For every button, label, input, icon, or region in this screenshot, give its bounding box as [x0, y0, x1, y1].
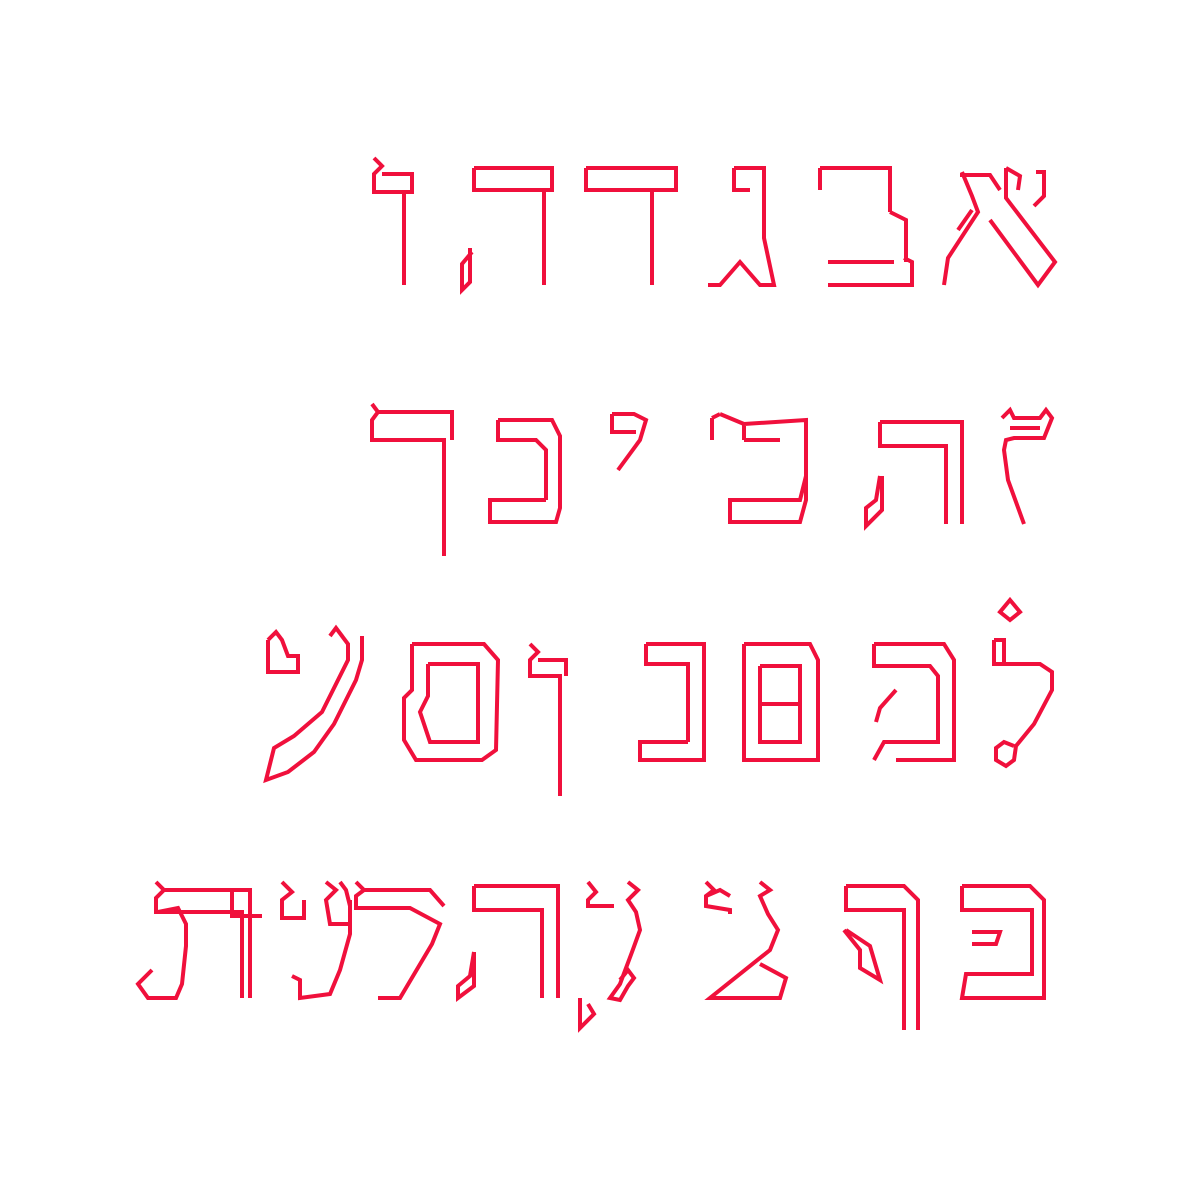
- letter-final-kaf: [370, 351, 456, 556]
- row-2: [370, 351, 1055, 556]
- row-4: [138, 831, 1050, 1030]
- letter-alef: [944, 111, 1107, 298]
- letter-het: [866, 351, 975, 538]
- letter-final-mem: [740, 591, 846, 778]
- letter-tav: [138, 831, 250, 1018]
- letter-tsadi: [700, 831, 795, 1018]
- letter-gimel: [708, 111, 776, 298]
- letter-pe: [950, 831, 1050, 1018]
- letter-dalet: [580, 111, 676, 298]
- row-3: [266, 591, 1091, 796]
- letter-final-tsadi: [580, 831, 666, 1028]
- letter-nun: [640, 591, 704, 778]
- letter-yod: [600, 351, 646, 538]
- row-1: [370, 111, 1107, 298]
- letter-vav: [370, 111, 414, 298]
- letter-zayin: [1000, 351, 1055, 538]
- letter-ayin: [266, 591, 370, 780]
- letter-resh: [356, 831, 450, 1018]
- letter-bet: [820, 111, 913, 298]
- letter-lamed: [994, 591, 1091, 778]
- letter-tet: [712, 351, 834, 538]
- letter-he: [460, 111, 565, 298]
- letter-final-pe: [844, 831, 952, 1030]
- letter-mem: [860, 591, 969, 778]
- letter-kaf: [480, 351, 565, 538]
- letter-qof: [458, 831, 584, 1018]
- letter-final-nun: [530, 591, 574, 796]
- letter-samekh: [400, 591, 504, 778]
